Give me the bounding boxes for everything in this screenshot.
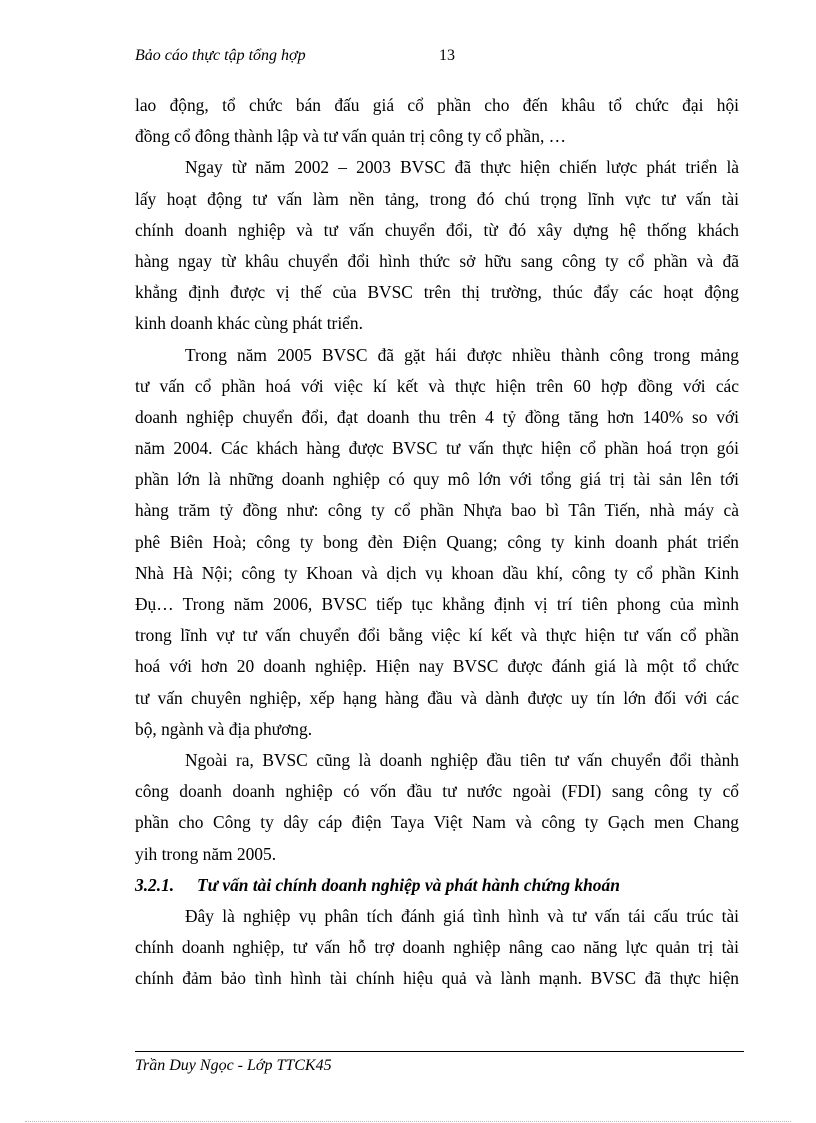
text-line: Trong năm 2005 BVSC đã gặt hái được nhiều thành công trong mảng xyxy=(185,344,739,365)
text-line: lấy hoạt động tư vấn làm nền tảng, trong đó chú trọng lĩnh vực tư vấn tài xyxy=(135,188,739,209)
text-line: kinh doanh khác cùng phát triển. xyxy=(135,313,363,334)
text-line: hoá với hơn 20 doanh nghiệp. Hiện nay BVSC được đánh giá là một tổ chức xyxy=(135,656,739,677)
text-line: khẳng định được vị thế của BVSC trên thị trường, thúc đẩy các hoạt động xyxy=(135,282,739,303)
text-line: phần cho Công ty dây cáp điện Taya Việt Nam và công ty Gạch men Chang xyxy=(135,812,739,833)
page-number: 13 xyxy=(439,47,455,64)
report-title: Bảo cáo thực tập tổng hợp xyxy=(135,47,306,64)
text-line: chính doanh nghiệp, tư vấn hỗ trợ doanh nghiệp nâng cao năng lực quản trị tài xyxy=(135,937,739,958)
text-line: công doanh doanh nghiệp có vốn đầu tư nước ngoài (FDI) sang công ty cổ xyxy=(135,781,739,802)
text-line: đồng cổ đông thành lập và tư vấn quản trị công ty cổ phần, … xyxy=(135,126,567,147)
text-line: năm 2004. Các khách hàng được BVSC tư vấn thực hiện cổ phần hoá trọn gói xyxy=(135,438,739,459)
text-line: phê Biên Hoà; công ty bong đèn Điện Quang; công ty kinh doanh phát triển xyxy=(135,531,739,552)
text-line: trong lĩnh vự tư vấn chuyển đổi bằng việc kí kết và thực hiện tư vấn cổ phần xyxy=(135,625,739,646)
paragraph xyxy=(135,745,739,870)
footer-divider xyxy=(135,1051,744,1052)
document-body xyxy=(135,90,739,994)
page-footer: Trần Duy Ngọc - Lớp TTCK45 xyxy=(135,1057,332,1074)
text-line: doanh nghiệp chuyển đổi, đạt doanh thu trên 4 tỷ đồng tăng hơn 140% so với xyxy=(135,406,739,427)
text-line: tư vấn chuyên nghiệp, xếp hạng hàng đầu và dành được uy tín lớn đối với các xyxy=(135,687,739,708)
text-line: hàng ngay từ khâu chuyển đổi hình thức sở hữu sang công ty cổ phần và đã xyxy=(135,250,739,271)
paragraph xyxy=(135,90,739,152)
text-line: Ngoài ra, BVSC cũng là doanh nghiệp đầu tiên tư vấn chuyển đổi thành xyxy=(185,749,739,770)
text-line: tư vấn cổ phần hoá với việc kí kết và thực hiện trên 60 hợp đồng với các xyxy=(135,375,739,396)
text-line: lao động, tổ chức bán đấu giá cổ phần cho đến khâu tổ chức đại hội xyxy=(135,95,739,115)
text-line: bộ, ngành và địa phương. xyxy=(135,718,313,739)
paragraph xyxy=(135,901,739,995)
paragraph xyxy=(135,340,739,745)
text-line: Ngay từ năm 2002 – 2003 BVSC đã thực hiện chiến lược phát triển là xyxy=(185,157,739,178)
text-line: chính đảm bảo tình hình tài chính hiệu quả và lành mạnh. BVSC đã thực hiện xyxy=(135,968,739,989)
section-heading xyxy=(135,870,739,901)
text-line: chính doanh nghiệp và tư vấn chuyển đổi, từ đó xây dựng hệ thống khách xyxy=(135,219,739,240)
text-line: Nhà Hà Nội; công ty Khoan và dịch vụ khoan dầu khí, công ty cổ phần Kinh xyxy=(135,562,739,583)
text-line: yih trong năm 2005. xyxy=(135,843,277,864)
page-header xyxy=(135,47,745,73)
paragraph xyxy=(135,152,739,339)
text-line: hàng trăm tỷ đồng như: công ty cổ phần Nhựa bao bì Tân Tiến, nhà máy cà xyxy=(135,500,739,521)
section-title: Tư vấn tài chính doanh nghiệp và phát hành chứng khoán xyxy=(197,874,620,895)
text-line: phần lớn là những doanh nghiệp có quy mô lớn với tổng giá trị tài sản lên tới xyxy=(135,469,739,490)
text-line: Đây là nghiệp vụ phân tích đánh giá tình hình và tư vấn tái cấu trúc tài xyxy=(185,905,739,926)
text-line: Đụ… Trong năm 2006, BVSC tiếp tục khẳng định vị trí tiên phong của mình xyxy=(135,594,739,614)
page-edge-divider xyxy=(25,1121,791,1122)
section-number: 3.2.1. xyxy=(135,874,175,895)
